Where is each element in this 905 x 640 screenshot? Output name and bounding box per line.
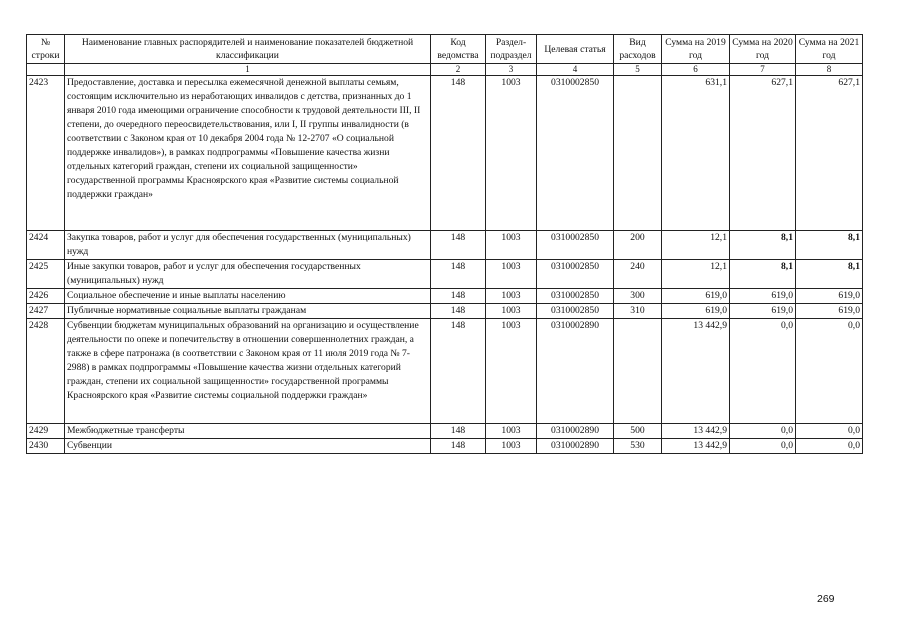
sum-2021: 619,0: [796, 289, 863, 304]
sum-2021: 8,1: [796, 260, 863, 289]
target-code: 0310002850: [537, 304, 614, 319]
dept-code: 148: [431, 231, 486, 260]
table-row: [27, 439, 863, 454]
section-code: 1003: [486, 231, 537, 260]
sum-2020: 619,0: [730, 289, 796, 304]
column-number: 2: [431, 64, 486, 76]
dept-code: 148: [431, 76, 486, 231]
header-sum-2020: Сумма на 2020 год: [730, 35, 796, 64]
header-target: Целевая статья: [537, 35, 614, 64]
table-header-row: [27, 35, 863, 64]
sum-2019: 13 442,9: [662, 439, 730, 454]
dept-code: 148: [431, 289, 486, 304]
expense-type-code: 200: [614, 231, 662, 260]
target-code: 0310002890: [537, 319, 614, 424]
sum-2020: 8,1: [730, 260, 796, 289]
sum-2019: 13 442,9: [662, 424, 730, 439]
row-description: Иные закупки товаров, работ и услуг для обеспечения государственных (муниципальных) нужд: [65, 260, 431, 289]
table-row: [27, 319, 863, 424]
row-description: Субвенции: [65, 439, 431, 454]
expense-type-code: [614, 319, 662, 424]
section-code: 1003: [486, 260, 537, 289]
target-code: 0310002850: [537, 260, 614, 289]
sum-2021: 0,0: [796, 319, 863, 424]
row-number: 2424: [27, 231, 65, 260]
row-description: Закупка товаров, работ и услуг для обеспечения государственных (муниципальных) нужд: [65, 231, 431, 260]
dept-code: 148: [431, 424, 486, 439]
expense-type-code: 310: [614, 304, 662, 319]
page-number: 269: [817, 593, 835, 605]
row-description: Публичные нормативные социальные выплаты гражданам: [65, 304, 431, 319]
dept-code: 148: [431, 304, 486, 319]
column-number: 7: [730, 64, 796, 76]
dept-code: 148: [431, 319, 486, 424]
sum-2020: 0,0: [730, 319, 796, 424]
header-sum-2019: Сумма на 2019 год: [662, 35, 730, 64]
table-row: [27, 231, 863, 260]
row-number: 2427: [27, 304, 65, 319]
sum-2021: 619,0: [796, 304, 863, 319]
header-expense-type: Вид расходов: [614, 35, 662, 64]
target-code: 0310002850: [537, 289, 614, 304]
target-code: 0310002850: [537, 231, 614, 260]
row-number: 2429: [27, 424, 65, 439]
sum-2019: 631,1: [662, 76, 730, 231]
sum-2019: 619,0: [662, 304, 730, 319]
sum-2020: 627,1: [730, 76, 796, 231]
row-number: 2428: [27, 319, 65, 424]
column-number: [27, 64, 65, 76]
expense-type-code: 500: [614, 424, 662, 439]
column-number: 5: [614, 64, 662, 76]
column-number: 1: [65, 64, 431, 76]
row-description: Субвенции бюджетам муниципальных образований на организацию и осуществление деятельности по опеке и попечительству в отношении совершеннолетних граждан, а также в сфере патронажа (в соответствии с Законом края от 11 июля 2019 года № 7-2988) в рамках подпрограммы «Повышение качества жизни отдельных категорий граждан, степени их социальной защищенности» государственной программы Красноярского края «Развитие системы социальной поддержки граждан»: [65, 319, 431, 424]
section-code: 1003: [486, 289, 537, 304]
row-description: Социальное обеспечение и иные выплаты населению: [65, 289, 431, 304]
expense-type-code: 530: [614, 439, 662, 454]
sum-2020: 8,1: [730, 231, 796, 260]
header-dept-code: Код ведомства: [431, 35, 486, 64]
expense-type-code: 240: [614, 260, 662, 289]
dept-code: 148: [431, 439, 486, 454]
dept-code: 148: [431, 260, 486, 289]
column-number: 4: [537, 64, 614, 76]
target-code: 0310002890: [537, 424, 614, 439]
row-number: 2426: [27, 289, 65, 304]
row-number: 2425: [27, 260, 65, 289]
sum-2019: 619,0: [662, 289, 730, 304]
budget-table: [26, 34, 863, 454]
column-number: 3: [486, 64, 537, 76]
section-code: 1003: [486, 424, 537, 439]
row-description: Предоставление, доставка и пересылка ежемесячной денежной выплаты семьям, состоящим исключительно из неработающих инвалидов с детства, признанных до 1 января 2010 года имеющими ограничение способности к трудовой деятельности III, II степени, до очередного переосвидетельствования, или I, II группы инвалидности (в соответствии с Законом края от 10 декабря 2004 года № 12-2707 «О социальной поддержке инвалидов»), в рамках подпрограммы «Повышение качества жизни отдельных категорий граждан, степени их социальной защищенности» государственной программы Красноярского края «Развитие системы социальной поддержки граждан»: [65, 76, 431, 231]
expense-type-code: 300: [614, 289, 662, 304]
row-number: 2423: [27, 76, 65, 231]
table-row: [27, 76, 863, 231]
sum-2021: 8,1: [796, 231, 863, 260]
expense-type-code: [614, 76, 662, 231]
section-code: 1003: [486, 304, 537, 319]
header-name: Наименование главных распорядителей и наименование показателей бюджетной классификации: [65, 35, 431, 64]
sum-2020: 619,0: [730, 304, 796, 319]
table-row: [27, 289, 863, 304]
header-section: Раздел-подраздел: [486, 35, 537, 64]
row-description: Межбюджетные трансферты: [65, 424, 431, 439]
sum-2021: 0,0: [796, 439, 863, 454]
header-sum-2021: Сумма на 2021 год: [796, 35, 863, 64]
sum-2019: 12,1: [662, 260, 730, 289]
target-code: 0310002890: [537, 439, 614, 454]
column-number: 6: [662, 64, 730, 76]
target-code: 0310002850: [537, 76, 614, 231]
sum-2020: 0,0: [730, 439, 796, 454]
section-code: 1003: [486, 319, 537, 424]
table-row: [27, 424, 863, 439]
column-number: 8: [796, 64, 863, 76]
sum-2020: 0,0: [730, 424, 796, 439]
sum-2021: 0,0: [796, 424, 863, 439]
table-row: [27, 260, 863, 289]
sum-2021: 627,1: [796, 76, 863, 231]
header-row-no: № строки: [27, 35, 65, 64]
section-code: 1003: [486, 439, 537, 454]
section-code: 1003: [486, 76, 537, 231]
sum-2019: 12,1: [662, 231, 730, 260]
column-number-row: [27, 64, 863, 76]
table-row: [27, 304, 863, 319]
row-number: 2430: [27, 439, 65, 454]
sum-2019: 13 442,9: [662, 319, 730, 424]
